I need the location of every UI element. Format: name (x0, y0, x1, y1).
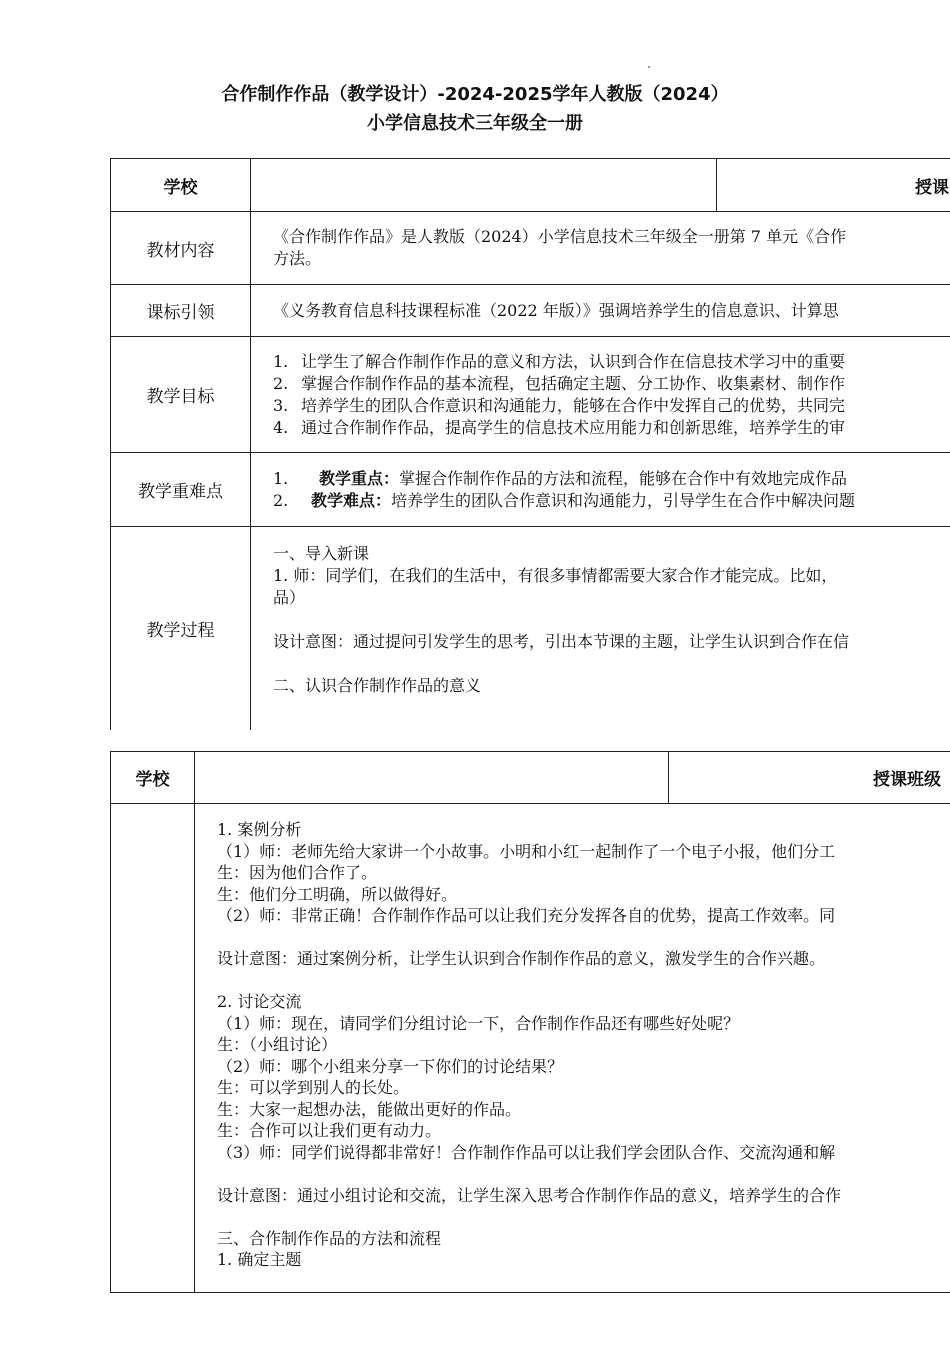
content-line: 生：大家一起想办法，能做出更好的作品。 (217, 1099, 522, 1119)
process-spacer (273, 653, 950, 675)
content-line: 1. 确定主题 (217, 1250, 302, 1269)
content-line: 生：他们分工明确，所以做得好。 (217, 884, 458, 904)
process-line: 二、认识合作制作作品的意义 (273, 676, 482, 695)
school-value-cell (195, 752, 669, 804)
content-spacer (217, 1163, 950, 1185)
row-content (111, 804, 950, 1293)
content-spacer (217, 927, 950, 949)
content-line: 1. 案例分析 (217, 820, 302, 839)
content-line: 生：因为他们合作了。 (217, 863, 378, 882)
lesson-table-page-2 (110, 751, 950, 1293)
content-line: 生：合作可以让我们更有动力。 (217, 1121, 442, 1140)
goal-item (273, 373, 950, 395)
process-line: 设计意图：通过提问引发学生的思考，引出本节课的主题，让学生认识到合作在信 (273, 632, 850, 651)
row-material (111, 212, 950, 285)
row-goals (111, 337, 950, 453)
process-line: 品） (273, 588, 306, 607)
school-value-cell (251, 159, 717, 212)
key-points-label: 教学重难点 (111, 453, 251, 527)
lesson-content (195, 804, 950, 1293)
content-spacer (217, 970, 950, 992)
material-line-2: 方法。 (273, 249, 322, 268)
goal-number: 4. (273, 417, 289, 437)
goal-number: 2. (273, 373, 289, 393)
title-line-2: 小学信息技术三年级全一册 (367, 113, 583, 134)
content-line: 生：可以学到别人的长处。 (217, 1078, 410, 1097)
goal-item (273, 417, 950, 439)
key-point-text: 培养学生的团队合作意识和沟通能力，引导学生在合作中解决问题 (391, 490, 856, 510)
document-title (0, 80, 950, 138)
page-mark (648, 66, 650, 68)
content-line: （2）师：哪个小组来分享一下你们的讨论结果？ (217, 1056, 564, 1076)
key-point-number: 2. (273, 490, 289, 510)
row-process (111, 527, 950, 731)
goal-item (273, 395, 950, 417)
school-label: 学校 (111, 752, 195, 804)
standard-text: 《义务教育信息科技课程标准（2022 年版）》强调培养学生的信息意识、计算思 (273, 300, 839, 320)
content-line: 生：（小组讨论） (217, 1035, 338, 1054)
content-line: 设计意图：通过小组讨论和交流，让学生深入思考合作制作作品的意义，培养学生的合作 (217, 1185, 842, 1205)
goal-number: 1. (273, 351, 289, 371)
key-point-item (273, 468, 950, 490)
row-standard (111, 285, 950, 337)
process-line: 一、导入新课 (273, 544, 370, 563)
material-line-1: 《合作制作作品》是人教版（2024）小学信息技术三年级全一册第 7 单元《合作 (273, 227, 847, 246)
process-label: 教学过程 (111, 527, 251, 731)
content-line: （2）师：非常正确！合作制作作品可以让我们充分发挥各自的优势，提高工作效率。同 (217, 906, 836, 925)
key-point-text: 掌握合作制作作品的方法和流程，能够在合作中有效地完成作品 (399, 468, 848, 488)
key-point-number: 1. (273, 468, 289, 488)
process-line: 1. 师：同学们，在我们的生活中，有很多事情都需要大家合作才能完成。比如， (273, 566, 838, 585)
table-header-row (111, 752, 950, 804)
content-line: （1）师：老师先给大家讲一个小故事。小明和小红一起制作了一个电子小报，他们分工 (217, 841, 836, 861)
goal-text: 让学生了解合作制作作品的意义和方法，认识到合作在信息技术学习中的重要 (301, 351, 846, 371)
goal-text: 掌握合作制作作品的基本流程，包括确定主题、分工协作、收集素材、制作作 (301, 373, 846, 393)
school-label: 学校 (111, 159, 251, 212)
row-key-points (111, 453, 950, 527)
goal-text: 培养学生的团队合作意识和沟通能力，能够在合作中发挥自己的优势，共同完 (301, 395, 846, 415)
content-line: （1）师：现在，请同学们分组讨论一下，合作制作作品还有哪些好处呢？ (217, 1013, 740, 1033)
title-line-1: 合作制作作品（教学设计）-2024-2025学年人教版（2024） (221, 84, 729, 105)
key-points-content (251, 453, 950, 527)
material-content (251, 212, 950, 285)
key-point-heading: 教学重点： (319, 468, 400, 488)
standard-label: 课标引领 (111, 285, 251, 337)
process-content (251, 527, 950, 731)
lesson-table-page-1 (110, 158, 950, 730)
key-point-item (273, 490, 950, 512)
key-point-heading: 教学难点： (311, 490, 392, 510)
content-label-cell (111, 804, 195, 1293)
goals-label: 教学目标 (111, 337, 251, 453)
goal-item (273, 351, 950, 373)
standard-content (251, 285, 950, 337)
content-line: 三、合作制作作品的方法和流程 (217, 1228, 442, 1248)
goals-content (251, 337, 950, 453)
class-label: 授课 (717, 159, 950, 212)
material-label: 教材内容 (111, 212, 251, 285)
process-spacer (273, 609, 950, 631)
content-line: 2. 讨论交流 (217, 992, 302, 1011)
goal-number: 3. (273, 395, 289, 415)
class-label: 授课班级 (669, 752, 950, 804)
content-line: （3）师：同学们说得都非常好！合作制作作品可以让我们学会团队合作、交流沟通和解 (217, 1142, 836, 1162)
table-header-row (111, 159, 950, 212)
goal-text: 通过合作制作作品，提高学生的信息技术应用能力和创新思维，培养学生的审 (301, 417, 846, 437)
content-line: 设计意图：通过案例分析，让学生认识到合作制作作品的意义，激发学生的合作兴趣。 (217, 949, 826, 968)
content-spacer (217, 1206, 950, 1228)
